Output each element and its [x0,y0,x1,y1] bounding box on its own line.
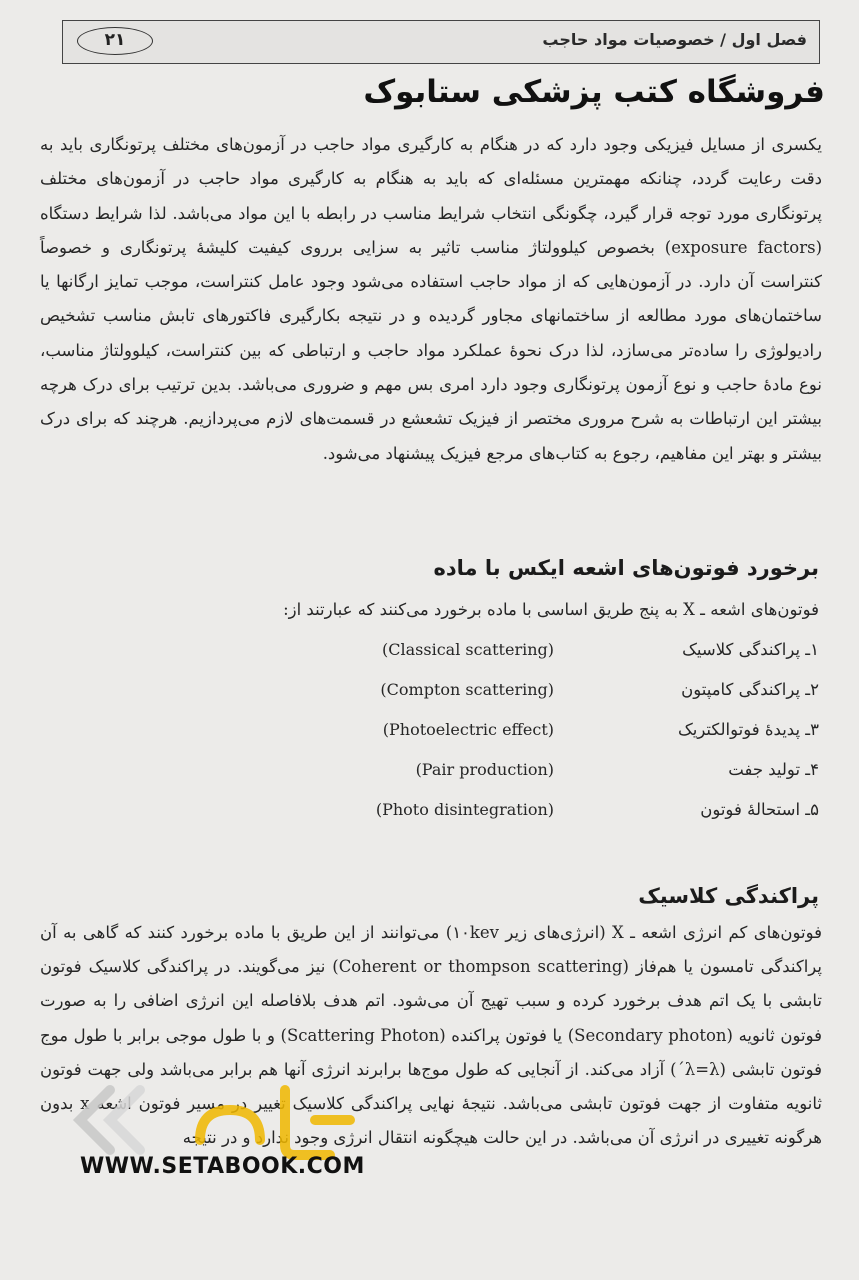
page-number: ۲۱ [77,27,153,55]
page-header [62,20,820,64]
list-item [0,760,859,794]
watermark-site: WWW.SETABOOK.COM [80,1154,365,1179]
chapter-title: فصل اول / خصوصیات مواد حاجب [542,30,807,49]
section-heading-photon-interaction: برخورد فوتون‌های اشعه ایکس با ماده [433,556,819,580]
item-english-label: (Classical scattering) [382,640,554,659]
item-english-label: (Compton scattering) [380,680,554,699]
store-banner: فروشگاه کتب پزشکی ستابوک [357,74,831,110]
item-persian-label: ۲ـ پراکندگی کامپتون [681,680,819,699]
item-persian-label: ۱ـ پراکندگی کلاسیک [682,640,819,659]
item-persian-label: ۵ـ استحالهٔ فوتون [700,800,819,819]
item-persian-label: ۳ـ پدیدهٔ فوتوالکتریک [677,720,819,739]
list-item [0,680,859,714]
list-item [0,800,859,834]
interaction-intro: فوتون‌های اشعه ـ X به پنج طریق اساسی با ماده برخورد می‌کنند که عبارتند از: [283,600,819,619]
item-english-label: (Pair production) [415,760,554,779]
section-heading-classical: پراکندگی کلاسیک [638,884,819,908]
list-item [0,640,859,674]
classical-paragraph: فوتون‌های کم انرژی اشعه ـ X (انرژی‌های زیر ۱۰kev) می‌توانند از این طریق با ماده برخورد کنند که گاهی به آن پراکندگی تامسون یا هم‌فاز (Coherent or thompson scattering) نیز می‌گویند. در پراکندگی کلاسیک فوتون تابشی با یک اتم هدف برخورد کرده و سبب تهیج آن می‌شود. اتم هدف بلافاصله این انرژی اضافی را به صورت فوتون ثانویه (Secondary photon) یا فوتون پراکنده (Scattering Photon) و با طول موجی برابر با طول موج فوتون تابشی (λ=λ΄) آزاد می‌کند. از آنجایی که طول موج‌ها برابرند انرژی آنها هم برابر می‌باشد ولی جهت فوتون ثانویه متفاوت از جهت فوتون تابشی می‌باشد. نتیجهٔ نهایی پراکندگی کلاسیک تغییر در مسیر فوتون اشعه x بدون هرگونه تغییری در انرژی آن می‌باشد. در این حالت هیچگونه انتقال انرژی وجود ندارد و در نتیجه [40,923,822,1148]
item-persian-label: ۴ـ تولید جفت [728,760,819,779]
item-english-label: (Photoelectric effect) [382,720,554,739]
intro-paragraph: یکسری از مسایل فیزیکی وجود دارد که در هنگام به کارگیری مواد حاجب در آزمون‌های مختلف پرتونگاری باید به دقت رعایت گردد، چنانکه مهمترین مسئله‌ای که باید به هنگام به کارگیری مواد حاجب در آزمون‌های مختلف پرتونگاری مورد توجه قرار گیرد، چگونگی انتخاب شرایط مناسب در رابطه با این مواد می‌باشد. لذا شرایط دستگاه (exposure factors) بخصوص کیلوولتاژ مناسب تاثیر به سزایی برروی کیفیت کلیشهٔ پرتونگاری و خصوصاً کنتراست آن دارد. در آزمون‌هایی که از مواد حاجب استفاده می‌شود وجود عامل کنتراست، موجب تمایز ارگانها یا ساختمان‌های مورد مطالعه از ساختمانهای مجاور گردیده و در نتیجه بکارگیری فاکتورهای تابش مناسب تشخیص رادیولوژی را ساده‌تر می‌سازد، لذا درک نحوهٔ عملکرد مواد حاجب و ارتباطی که بین کنتراست، کیلوولتاژ مناسب، نوع مادهٔ حاجب و نوع آزمون پرتونگاری وجود دارد امری بس مهم و ضروری می‌باشد. بدین ترتیب برای درک هرچه بیشتر این ارتباطات به شرح مروری مختصر از فیزیک تشعشع در قسمت‌های لازم می‌پردازیم. هرچند که برای درک بیشتر و بهتر این مفاهیم، رجوع به کتاب‌های مرجع فیزیک پیشنهاد می‌شود. [40,135,822,463]
item-english-label: (Photo disintegration) [375,800,554,819]
list-item [0,720,859,754]
